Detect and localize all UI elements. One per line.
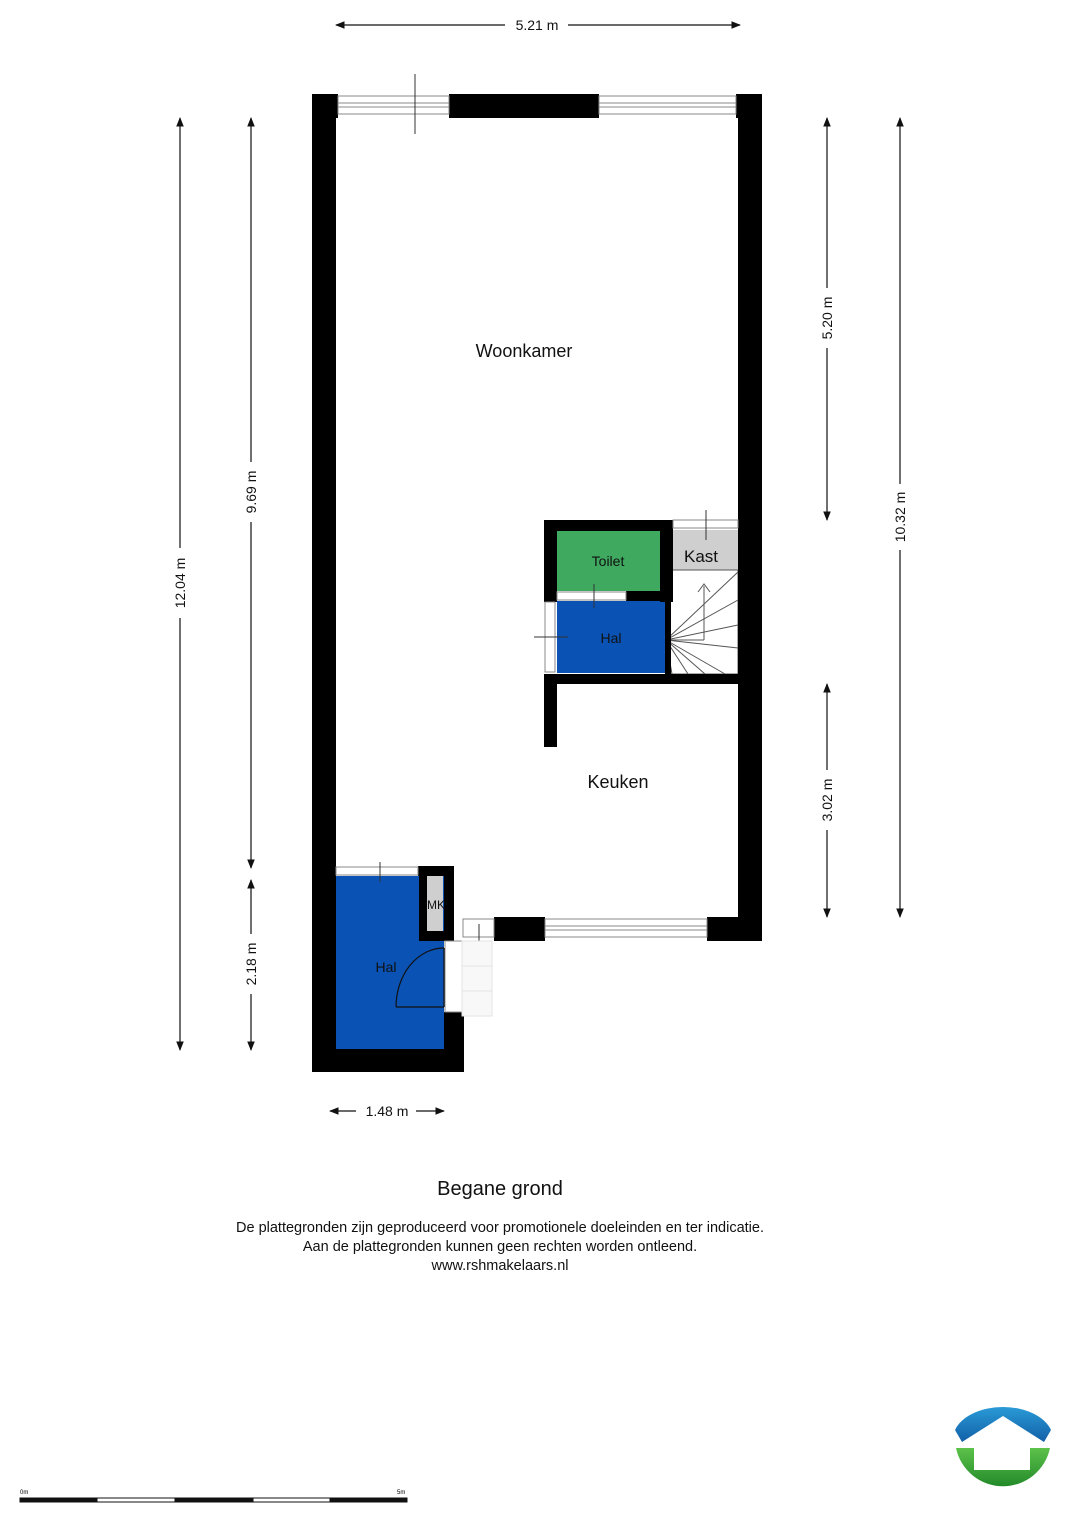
room-label-hal-stairs: Hal (600, 630, 622, 646)
dimension-total-depth-right: 10.32 m (892, 491, 908, 543)
disclaimer-block (0, 1219, 1000, 1276)
scale-bar (20, 1498, 407, 1502)
dimension-total-depth-left: 12.04 m (172, 557, 188, 609)
dimension-living-depth-left: 9.69 m (243, 470, 259, 514)
porch-steps (462, 941, 492, 1016)
house-logo-icon (955, 1407, 1051, 1486)
scale-bar-start-label: 0m (20, 1490, 29, 1496)
room-label-hal-entrance: Hal (375, 959, 397, 975)
wall-ticks (380, 74, 706, 944)
floor-title: Begane grond (437, 1178, 563, 1200)
room-label-mk: MK (427, 898, 445, 912)
disclaimer-line-2: Aan de plattegronden kunnen geen rechten worden ontleend. (302, 1239, 698, 1255)
dimension-entrance-depth: 2.18 m (243, 942, 259, 986)
dimension-lines (180, 25, 900, 1111)
room-label-woonkamer: Woonkamer (475, 341, 573, 361)
dimension-total-width: 5.21 m (515, 17, 559, 33)
room-label-kast: Kast (683, 547, 719, 566)
room-label-keuken: Keuken (587, 772, 649, 792)
website-link[interactable]: www.rshmakelaars.nl (431, 1258, 569, 1274)
scale-bar-end-label: 5m (397, 1490, 406, 1496)
dimension-entrance-width: 1.48 m (365, 1103, 409, 1119)
staircase (666, 570, 738, 674)
disclaimer-line-1: De plattegronden zijn geproduceerd voor promotionele doeleinden en ter indicatie. (236, 1220, 764, 1236)
room-label-toilet: Toilet (591, 553, 625, 569)
dimension-kitchen-depth: 3.02 m (819, 778, 835, 822)
dimension-living-depth-right: 5.20 m (819, 296, 835, 340)
